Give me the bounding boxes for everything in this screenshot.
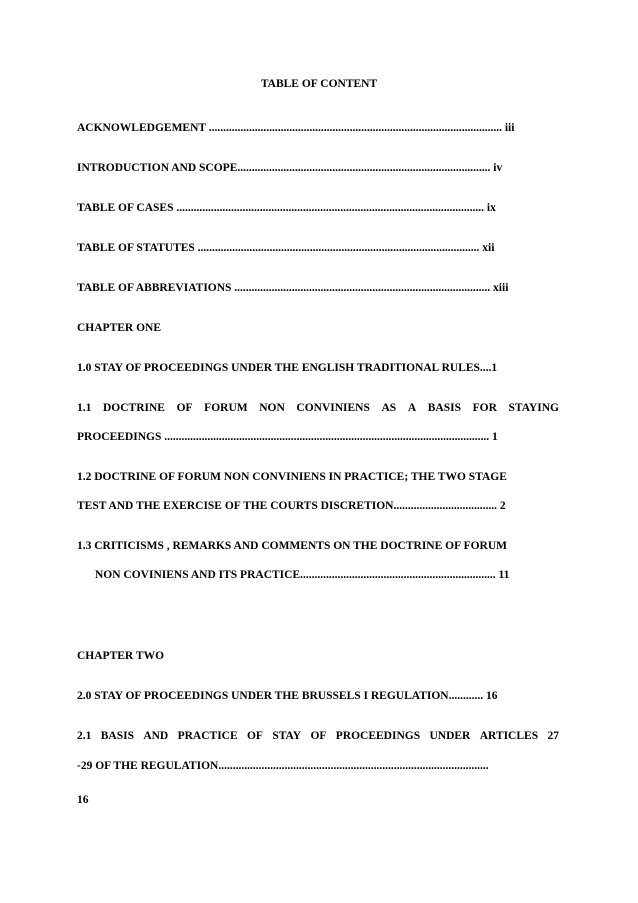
word: STAYING: [508, 402, 559, 414]
toc-entry-2-1-line-1: [77, 729, 559, 743]
word: BASIS: [100, 730, 134, 742]
word: PROCEEDINGS: [335, 730, 421, 742]
toc-entry-1-2-line-1: 1.2 DOCTRINE OF FORUM NON CONVINIENS IN PRACTICE; THE TWO STAGE: [77, 471, 507, 483]
chapter-one-heading: CHAPTER ONE: [77, 322, 162, 334]
word: FOR: [472, 402, 497, 414]
word: 1.1: [77, 402, 92, 414]
toc-entry-1-3-line-1: 1.3 CRITICISMS , REMARKS AND COMMENTS ON THE DOCTRINE OF FORUM: [77, 540, 508, 552]
chapter-two-heading: CHAPTER TWO: [77, 650, 165, 662]
toc-entry-2-1-page: 16: [77, 794, 89, 806]
word: BASIS: [427, 402, 461, 414]
word: OF: [176, 402, 193, 414]
word: STAY: [272, 730, 302, 742]
toc-entry-introduction: INTRODUCTION AND SCOPE........................................................................................ iv: [77, 162, 503, 174]
toc-entry-1-2-line-2: TEST AND THE EXERCISE OF THE COURTS DISCRETION.................................... 2: [77, 500, 506, 512]
toc-entry-table-of-abbreviations: TABLE OF ABBREVIATIONS ......................................................................................... xiii: [77, 282, 509, 294]
word: OF: [310, 730, 327, 742]
toc-entry-2-1-line-2: -29 OF THE REGULATION..............................................................................................: [77, 760, 489, 772]
toc-entry-1-3-line-2: NON COVINIENS AND ITS PRACTICE.................................................................... 11: [95, 569, 510, 581]
page-title: TABLE OF CONTENT: [260, 78, 378, 90]
word: FORUM: [204, 402, 248, 414]
word: A: [407, 402, 417, 414]
toc-entry-table-of-statutes: TABLE OF STATUTES .................................................................................................. xii: [77, 242, 495, 254]
toc-entry-table-of-cases: TABLE OF CASES ........................................................................................................... ix: [77, 202, 496, 214]
toc-entry-acknowledgement: ACKNOWLEDGEMENT ...................................................................................................... iii: [77, 122, 515, 134]
word: AS: [381, 402, 397, 414]
toc-entry-2-0: 2.0 STAY OF PROCEEDINGS UNDER THE BRUSSELS I REGULATION............ 16: [77, 690, 498, 702]
word: ARTICLES: [479, 730, 539, 742]
word: PRACTICE: [177, 730, 238, 742]
toc-entry-1-0: 1.0 STAY OF PROCEEDINGS UNDER THE ENGLISH TRADITIONAL RULES....1: [77, 362, 498, 374]
word: AND: [143, 730, 169, 742]
word: NON: [259, 402, 285, 414]
toc-entry-1-1-line-1: [77, 401, 559, 415]
word: UNDER: [429, 730, 471, 742]
word: 2.1: [77, 730, 92, 742]
word: OF: [246, 730, 263, 742]
word: CONVINIENS: [296, 402, 370, 414]
word: DOCTRINE: [102, 402, 165, 414]
toc-entry-1-1-line-2: PROCEEDINGS ................................................................................................................. 1: [77, 431, 498, 443]
word: 27: [547, 730, 559, 742]
